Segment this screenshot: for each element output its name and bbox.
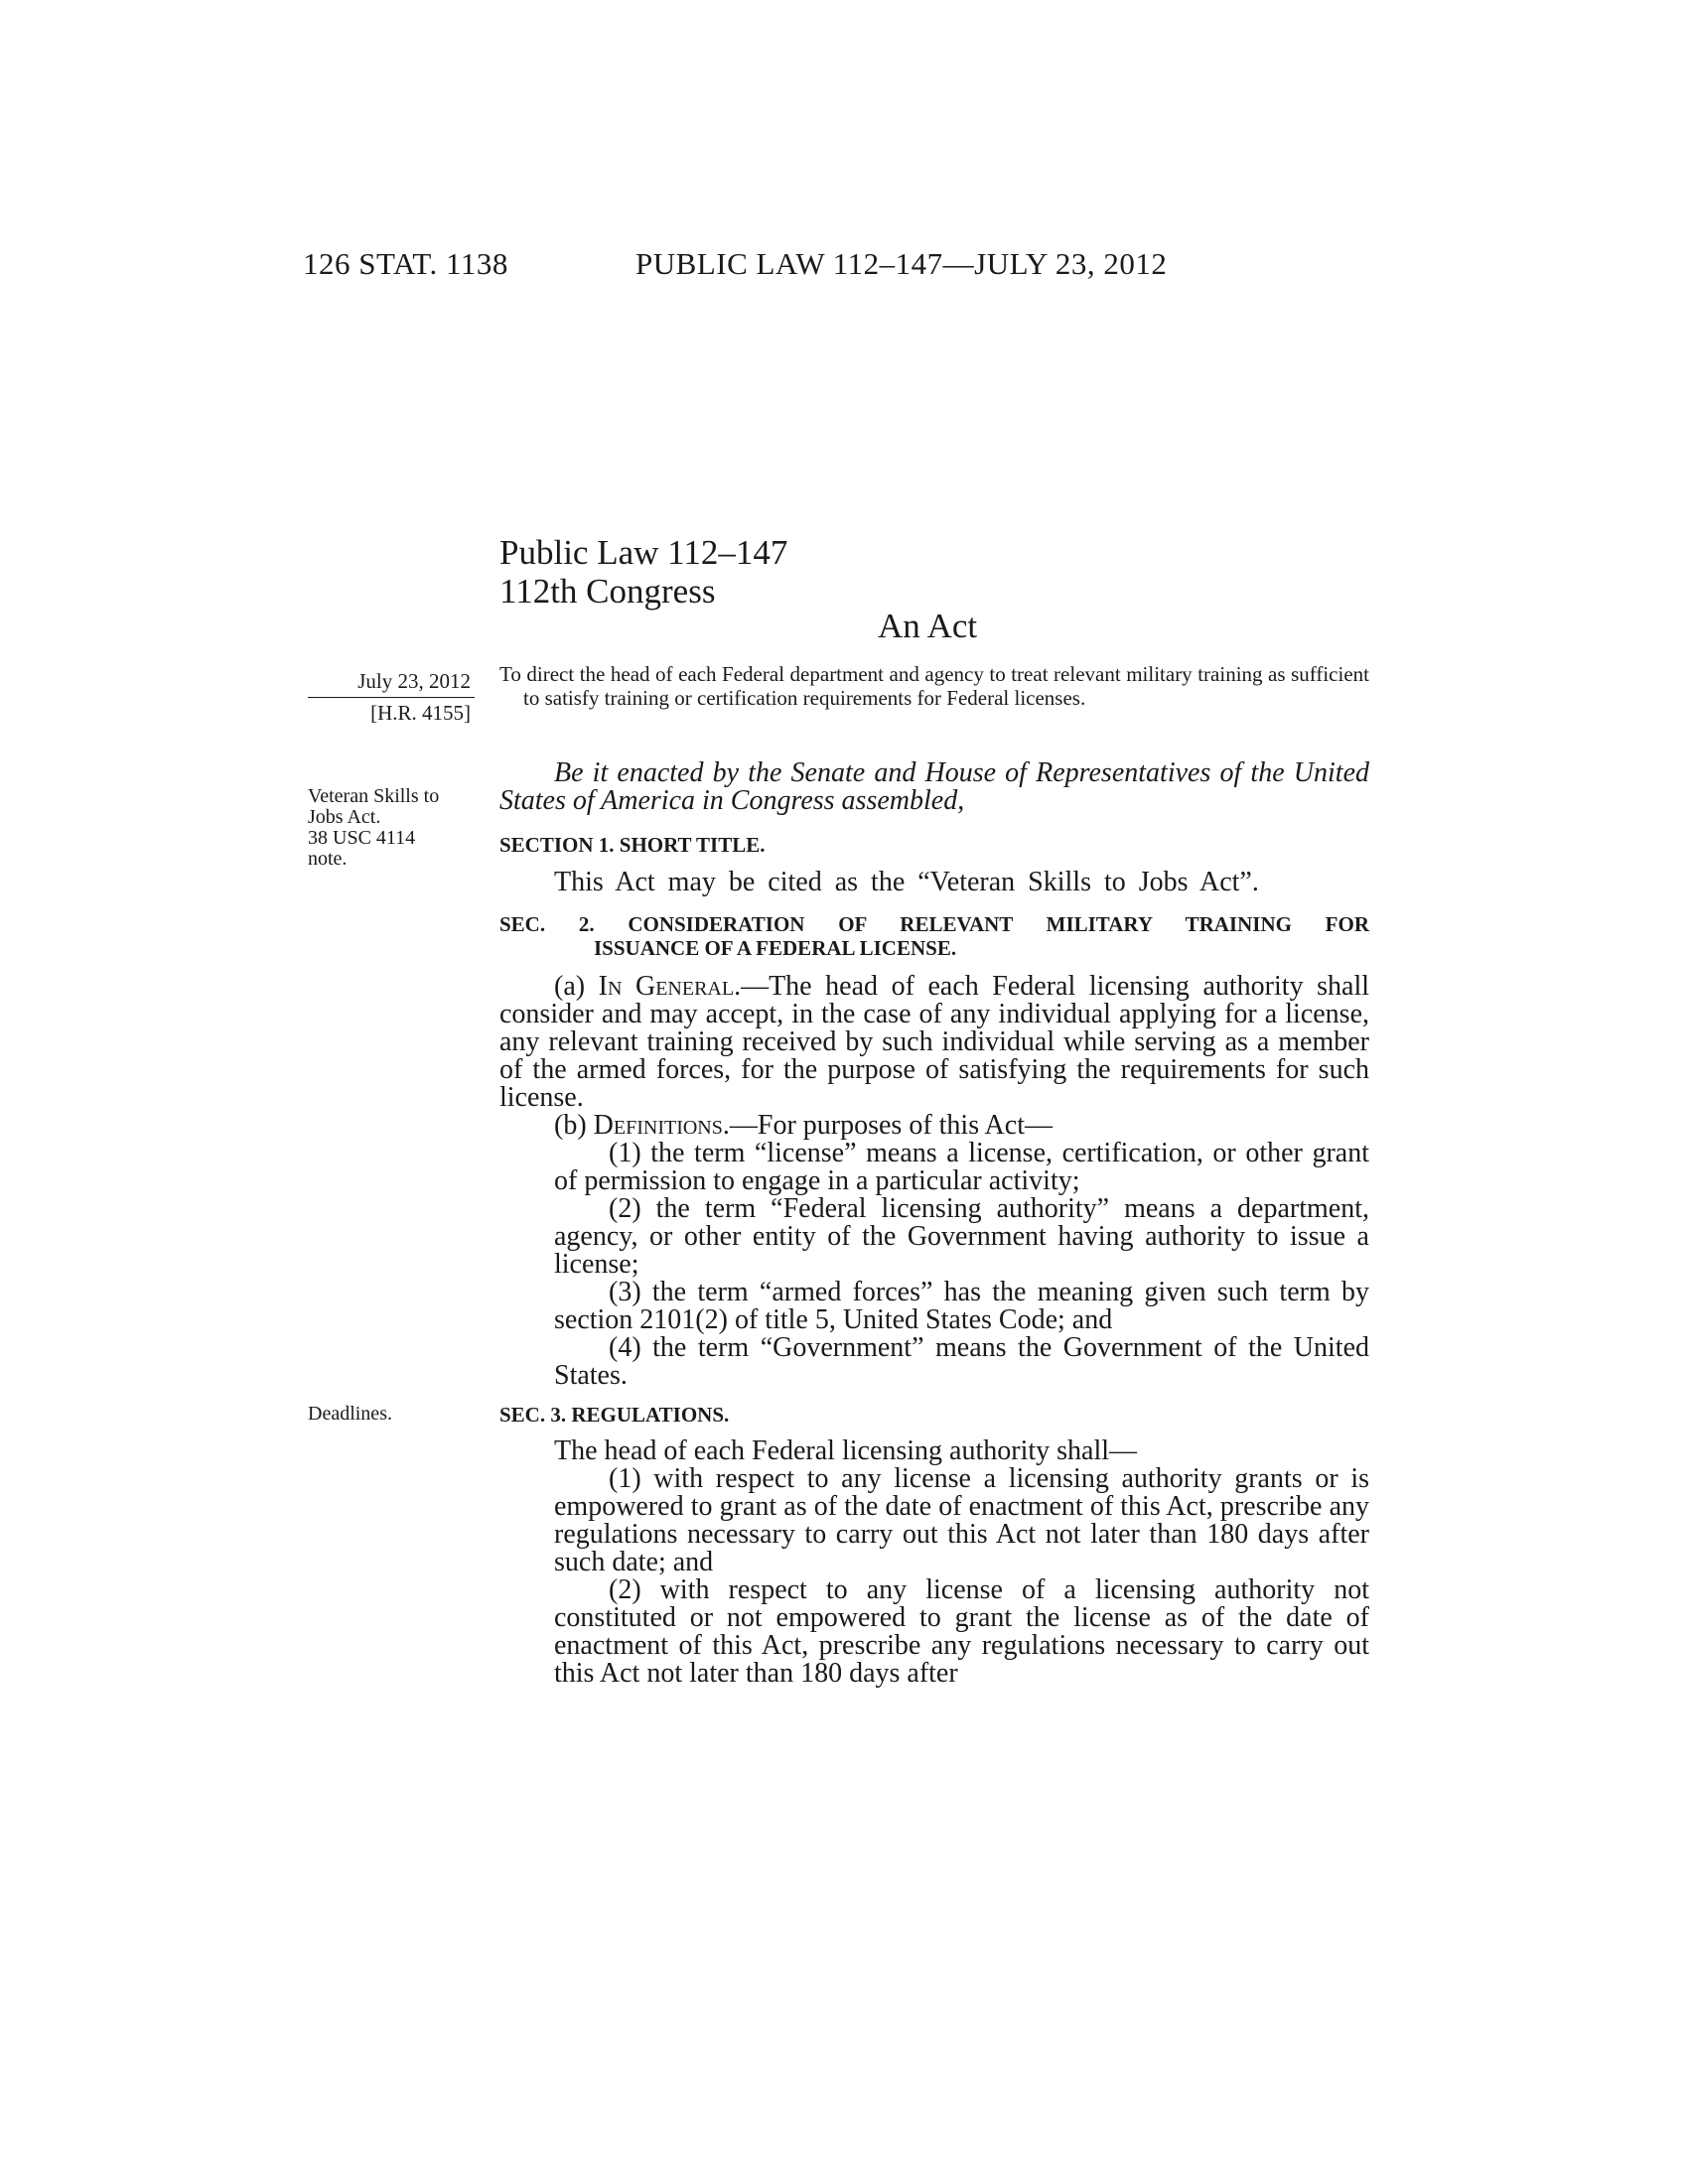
section-2-heading-line-2: ISSUANCE OF A FEDERAL LICENSE. bbox=[594, 936, 957, 960]
definition-item: (4) the term “Government” means the Government of the United States. bbox=[554, 1332, 1369, 1391]
margin-note-line: Veteran Skills to bbox=[308, 785, 440, 807]
margin-note-line: Jobs Act. bbox=[308, 806, 381, 828]
regulation-item: (2) with respect to any license of a licensing authority not constituted or not empowered to grant the license as of the date of enactment of this Act, prescribe any regulations necessary to carry out this Act not later than 180 days after bbox=[554, 1574, 1369, 1689]
section-3-body bbox=[499, 1437, 1369, 1688]
running-header bbox=[0, 246, 1688, 286]
regulation-item: (1) with respect to any license a licensing authority grants or is empowered to grant as of the date of enactment of this Act, prescribe any regulations necessary to carry out this Act not later than 180 days after such date; and bbox=[554, 1463, 1369, 1577]
margin-note-line: 38 USC 4114 bbox=[308, 827, 416, 849]
section-1-text: This Act may be cited as the “Veteran Skills to Jobs Act”. bbox=[554, 867, 1259, 897]
short-title-margin-note bbox=[308, 786, 477, 870]
section-3-intro: The head of each Federal licensing authority shall— bbox=[554, 1435, 1138, 1466]
section-1-heading: SECTION 1. SHORT TITLE. bbox=[499, 833, 766, 857]
subsection-a bbox=[499, 973, 1369, 1112]
enactment-date-note bbox=[308, 666, 475, 728]
public-law-number: Public Law 112–147 bbox=[499, 533, 788, 572]
definition-item: (2) the term “Federal licensing authority” means a department, agency, or other entity of the Government having authority to issue a license; bbox=[554, 1193, 1369, 1280]
congress-number: 112th Congress bbox=[499, 572, 716, 611]
section-2-heading-line-1: SEC. 2. CONSIDERATION OF RELEVANT MILITARY TRAINING FOR bbox=[499, 912, 1369, 936]
subsection-b-caption: Definitions bbox=[593, 1110, 723, 1141]
deadlines-margin-note: Deadlines. bbox=[308, 1403, 392, 1425]
definition-item: (1) the term “license” means a license, certification, or other grant of permission to engage in a particular activity; bbox=[554, 1138, 1369, 1196]
section-3-heading: SEC. 3. REGULATIONS. bbox=[499, 1403, 730, 1427]
subsection-a-label: (a) bbox=[554, 971, 599, 1002]
definitions-list bbox=[499, 1140, 1369, 1390]
section-2-body bbox=[499, 973, 1369, 1390]
enactment-date: July 23, 2012 bbox=[308, 666, 475, 698]
margin-note-line: note. bbox=[308, 848, 348, 870]
subsection-b-label: (b) bbox=[554, 1110, 594, 1141]
subsection-b-text: .—For purposes of this Act— bbox=[722, 1110, 1053, 1141]
statute-page-number: 126 STAT. 1138 bbox=[303, 246, 508, 281]
definition-item: (3) the term “armed forces” has the meaning given such term by section 2101(2) of title 5, United States Code; and bbox=[554, 1277, 1369, 1335]
running-header-law-date: PUBLIC LAW 112–147—JULY 23, 2012 bbox=[635, 246, 1168, 281]
subsection-a-text: .—The head of each Federal licensing authority shall consider and may accept, in the case of any individual applying for a license, any relevant training received by such individual while serving as a member of the armed forces, for the purpose of satisfying the requirements for such license. bbox=[499, 971, 1370, 1113]
law-title-block bbox=[499, 533, 787, 611]
regulations-list bbox=[499, 1465, 1369, 1688]
subsection-a-caption: In General bbox=[598, 971, 735, 1002]
subsection-b bbox=[499, 1112, 1369, 1140]
bill-number: [H.R. 4155] bbox=[370, 701, 471, 725]
act-purpose: To direct the head of each Federal department and agency to treat relevant military training as sufficient to satisfy training or certification requirements for Federal licenses. bbox=[499, 662, 1369, 710]
act-heading: An Act bbox=[878, 607, 978, 645]
enacting-clause: Be it enacted by the Senate and House of Representatives of the United States of America in Congress assembled, bbox=[499, 757, 1369, 816]
